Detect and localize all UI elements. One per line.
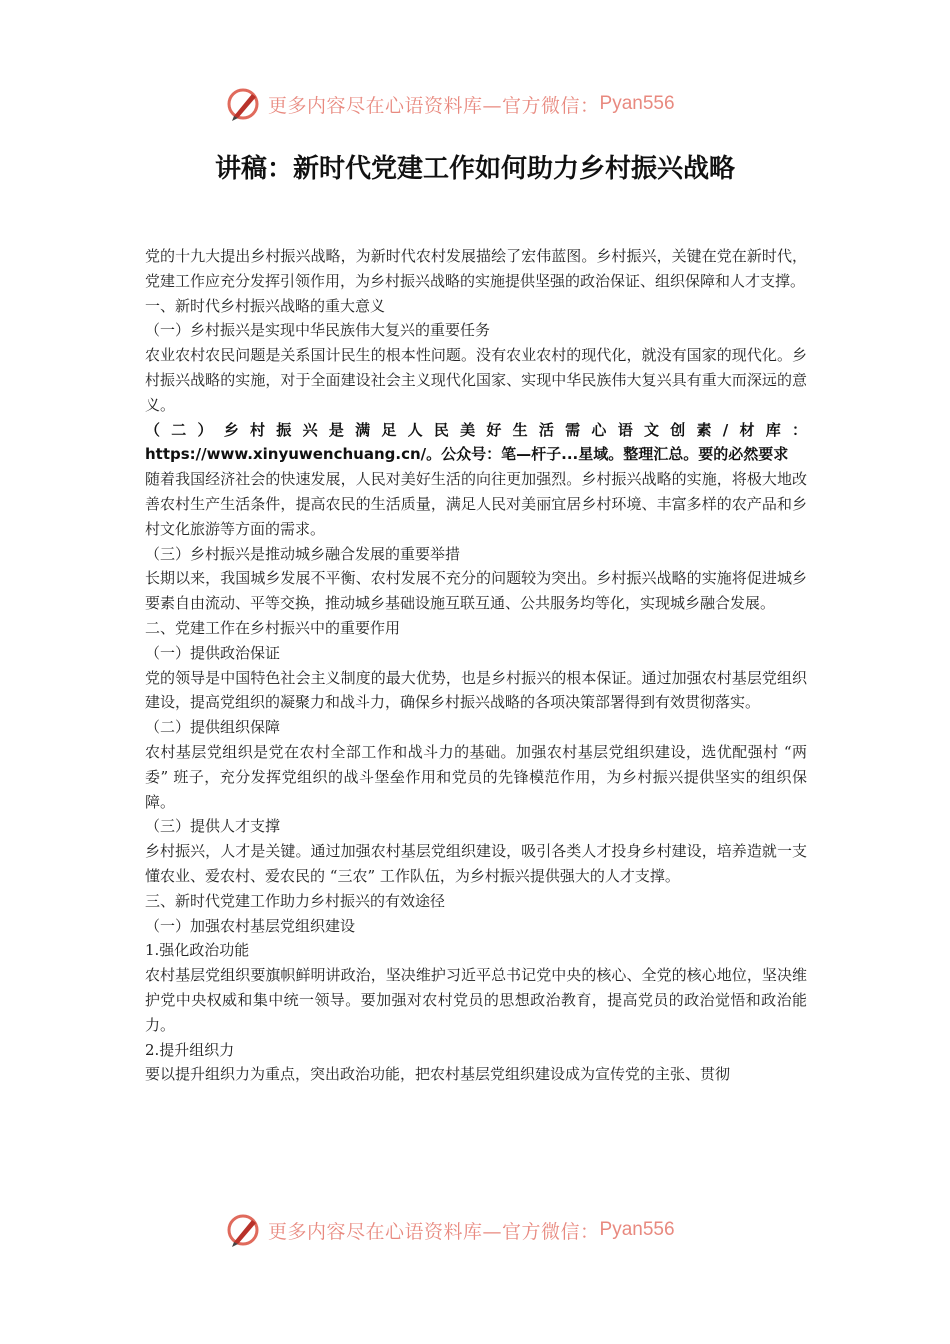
banner-wechat-id: Pyan556: [599, 1219, 675, 1240]
paragraph: 农业农村农民问题是关系国计民生的根本性问题。没有农业农村的现代化，就没有国家的现代化。乡村振兴战略的实施，对于全面建设社会主义现代化国家、实现中华民族伟大复兴具有重大而深远的意义。: [145, 346, 807, 414]
paragraph: 要以提升组织力为重点，突出政治功能，把农村基层党组织建设成为宣传党的主张、贯彻: [145, 1065, 731, 1084]
document-body: [145, 244, 807, 1087]
paragraph: 二、党建工作在乡村振兴中的重要作用: [145, 618, 401, 637]
banner-wechat-id: Pyan556: [599, 93, 675, 114]
paragraph: （一）提供政治保证: [145, 643, 281, 662]
paragraph: （二）提供组织保障: [145, 718, 281, 737]
paragraph: 党的领导是中国特色社会主义制度的最大优势，也是乡村振兴的根本保证。通过加强农村基层党组织建设，提高党组织的凝聚力和战斗力，确保乡村振兴战略的各项决策部署得到有效贯彻落实。: [145, 668, 807, 712]
paragraph: 1.强化政治功能: [145, 941, 250, 960]
paragraph: 一、新时代乡村振兴战略的重大意义: [145, 296, 386, 315]
paragraph: 农村基层党组织要旗帜鲜明讲政治，坚决维护习近平总书记党中央的核心、全党的核心地位，坚决维护党中央权威和集中统一领导。要加强对农村党员的思想政治教育，提高党员的政治觉悟和政治能力。: [145, 966, 807, 1034]
banner-text: 更多内容尽在心语资料库—官方微信：: [268, 94, 600, 117]
pen-logo-icon: [226, 86, 262, 122]
banner-text: 更多内容尽在心语资料库—官方微信：: [268, 1220, 600, 1243]
paragraph: 随着我国经济社会的快速发展，人民对美好生活的向往更加强烈。乡村振兴战略的实施，将极大地改善农村生产生活条件，提高农民的生活质量，满足人民对美丽宜居乡村环境、丰富多样的农产品和乡村文化旅游等方面的需求。: [145, 470, 807, 538]
paragraph: （三）提供人才支撑: [145, 817, 281, 836]
paragraph: 农村基层党组织是党在农村全部工作和战斗力的基础。加强农村基层党组织建设，选优配强村 “两委” 班子，充分发挥党组织的战斗堡垒作用和党员的先锋模范作用，为乡村振兴提供坚实的组织保障。: [145, 742, 807, 811]
document-title: 讲稿：新时代党建工作如何助力乡村振兴战略: [214, 154, 735, 184]
paragraph: （一）乡村振兴是实现中华民族伟大复兴的重要任务: [145, 321, 491, 340]
paragraph: 长期以来，我国城乡发展不平衡、农村发展不充分的问题较为突出。乡村振兴战略的实施将促进城乡要素自由流动、平等交换，推动城乡基础设施互联互通、公共服务均等化，实现城乡融合发展。: [145, 569, 807, 613]
paragraph: （三）乡村振兴是推动城乡融合发展的重要举措: [145, 544, 461, 563]
paragraph: 党的十九大提出乡村振兴战略，为新时代农村发展描绘了宏伟蓝图。乡村振兴，关键在党在新时代，党建工作应充分发挥引领作用，为乡村振兴战略的实施提供坚强的政治保证、组织保障和人才支撑。: [145, 247, 807, 290]
header-banner: [226, 84, 675, 124]
footer-banner: [226, 1210, 675, 1250]
paragraph: 三、新时代党建工作助力乡村振兴的有效途径: [145, 891, 446, 910]
paragraph: （二）乡村振兴是满足人民美好生活需心语文创素/材库：https://www.xinyuwenchuang.cn/。公众号：笔—杆子...星域。整理汇总。要的必然要求: [145, 420, 807, 464]
paragraph: （一）加强农村基层党组织建设: [145, 916, 356, 935]
paragraph: 2.提升组织力: [145, 1040, 235, 1059]
pen-logo-icon: [226, 1212, 262, 1248]
paragraph: 乡村振兴，人才是关键。通过加强农村基层党组织建设，吸引各类人才投身乡村建设，培养造就一支懂农业、爱农村、爱农民的 “三农” 工作队伍，为乡村振兴提供强大的人才支撑。: [145, 842, 807, 885]
